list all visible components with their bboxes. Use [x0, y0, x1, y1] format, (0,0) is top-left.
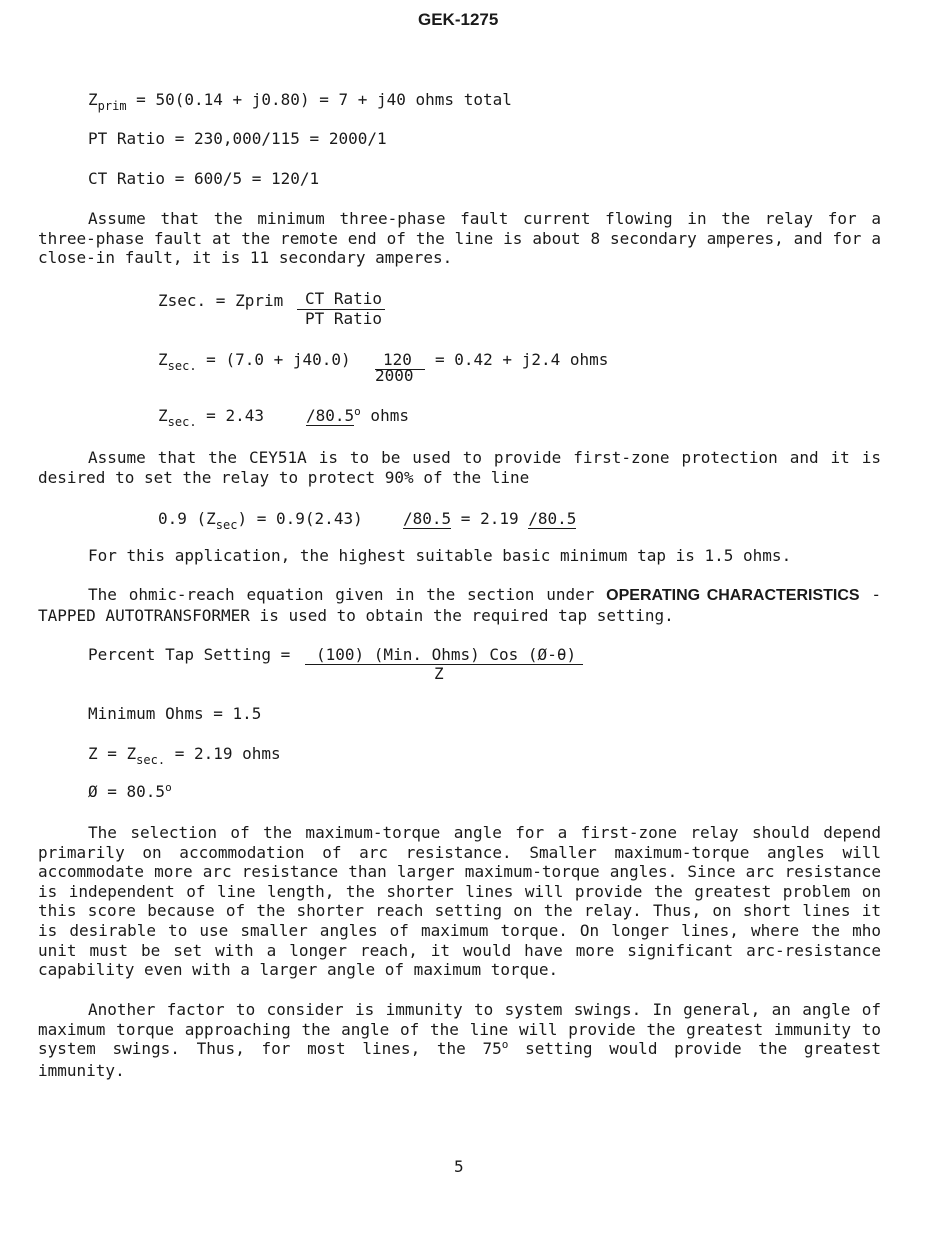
- eq-zsec3-z: Z: [158, 406, 168, 425]
- fraction-numerator-ct-ratio: CT Ratio: [305, 289, 383, 308]
- paragraph-max-torque-angle: [38, 823, 881, 980]
- paragraph-fault-current-text: Assume that the minimum three-phase fault current flowing in the relay for a three-phase fault at the remote end of the line is about 8 secondary amperes, and for a close-in fault, it is 11 secondary amperes.: [38, 209, 881, 268]
- pt-ratio-line: PT Ratio = 230,000/115 = 2000/1: [88, 129, 387, 148]
- minimum-ohms-line: Minimum Ohms = 1.5: [88, 704, 262, 723]
- eq90-sub: sec: [215, 518, 238, 532]
- equation-zsec-polar: [158, 406, 264, 429]
- degree-mark: o: [354, 405, 361, 418]
- eq90-angle2: /80.5: [528, 509, 577, 528]
- eq-zprim-sub: prim: [97, 99, 127, 113]
- paragraph-system-swings: [38, 1000, 881, 1080]
- fraction-bar: [305, 664, 583, 665]
- document-id: GEK-1275: [418, 10, 499, 29]
- eq-zsec2-sub: sec.: [167, 359, 197, 373]
- paragraph-max-torque-text: The selection of the maximum-torque angle for a first-zone relay should depend primarily on accommodation of arc resistance. Smaller maximum-torque angles will accommodate more arc resistance than larger maximum-torque angles. Since arc resistance is independent of line length, the shorter lines will provide the greatest problem on this score because of the shorter reach setting on the relay. Thus, on short lines it is desirable to use smaller angles of maximum torque. On longer lines, where the mho unit must be set with a longer reach, it would have more significant arc-resistance capability even with a larger angle of maximum torque.: [38, 823, 881, 980]
- ohms-unit: ohms: [360, 406, 409, 425]
- eq-zprim-rest: = 50(0.14 + j0.80) = 7 + j40 ohms total: [126, 90, 512, 109]
- equation-zprim: [88, 90, 512, 113]
- eq90-pre: 0.9 (Z: [158, 509, 216, 528]
- equation-tap-label: Percent Tap Setting =: [88, 645, 291, 664]
- paragraph-cey51a: [38, 448, 881, 487]
- para5-a: Another factor to consider is immunity to system swings. In general, an angle of maximum torque approaching the angle of the line will provide the greatest immunity to system swings. Thus, for most lines, the 75: [38, 1000, 881, 1059]
- para3-b: - TAPPED AUTOTRANSFORMER is used to obtain the required tap setting.: [38, 585, 881, 625]
- eq-zprim-z: Z: [88, 90, 98, 109]
- fraction-denominator-2000: 2000: [375, 366, 414, 385]
- fraction-denominator-pt-ratio: PT Ratio: [305, 309, 383, 328]
- paragraph-fault-current: [38, 209, 881, 268]
- tap-formula-denominator: Z: [434, 664, 444, 683]
- equation-zsec-numeric: [158, 350, 351, 373]
- page-number: 5: [454, 1157, 464, 1176]
- paragraph-ohmic-reach: [38, 585, 881, 625]
- line-basic-minimum-tap: For this application, the highest suitable basic minimum tap is 1.5 ohms.: [88, 546, 792, 565]
- eq-zsec2-mid: = (7.0 + j40.0): [196, 350, 351, 369]
- eq-z-rhs: = 2.19 ohms: [165, 744, 281, 763]
- ct-ratio-line: CT Ratio = 600/5 = 120/1: [88, 169, 320, 188]
- eq90-angle1: /80.5: [403, 509, 452, 528]
- eq-z-pre: Z = Z: [88, 744, 137, 763]
- eq-z-sub: sec.: [136, 753, 166, 767]
- equation-ninety-percent-angles: [403, 509, 576, 528]
- section-reference-operating-characteristics: OPERATING CHARACTERISTICS: [606, 587, 860, 604]
- eq90-mid: ) = 0.9(2.43): [237, 509, 363, 528]
- degree-mark: o: [501, 1038, 509, 1052]
- equation-ninety-percent: [158, 509, 363, 532]
- paragraph-cey51a-text: Assume that the CEY51A is to be used to provide first-zone protection and it is desired to set the relay to protect 90% of the line: [38, 448, 881, 487]
- para5-b: setting would provide the greatest immunity.: [38, 1039, 881, 1080]
- angle-80-5: /80.5: [306, 406, 355, 425]
- degree-mark: o: [165, 781, 172, 794]
- eq90-eq: = 2.19: [451, 509, 529, 528]
- equation-phi: [88, 782, 172, 801]
- equation-zsec-result: = 0.42 + j2.4 ohms: [435, 350, 609, 369]
- equation-zsec-polar-angle: [306, 406, 409, 425]
- equation-zsec-formula: Zsec. = Zprim: [158, 291, 284, 310]
- eq-zsec3-sub: sec.: [167, 415, 197, 429]
- tap-formula-numerator: (100) (Min. Ohms) Cos (Ø-θ): [316, 645, 577, 664]
- eq-zsec3-mid: = 2.43: [196, 406, 264, 425]
- para3-a: The ohmic-reach equation given in the section under: [88, 585, 607, 604]
- equation-z: [88, 744, 281, 767]
- fraction-numerator-120: 120: [383, 350, 412, 369]
- eq-phi-text: Ø = 80.5: [88, 782, 166, 801]
- eq-zsec2-z: Z: [158, 350, 168, 369]
